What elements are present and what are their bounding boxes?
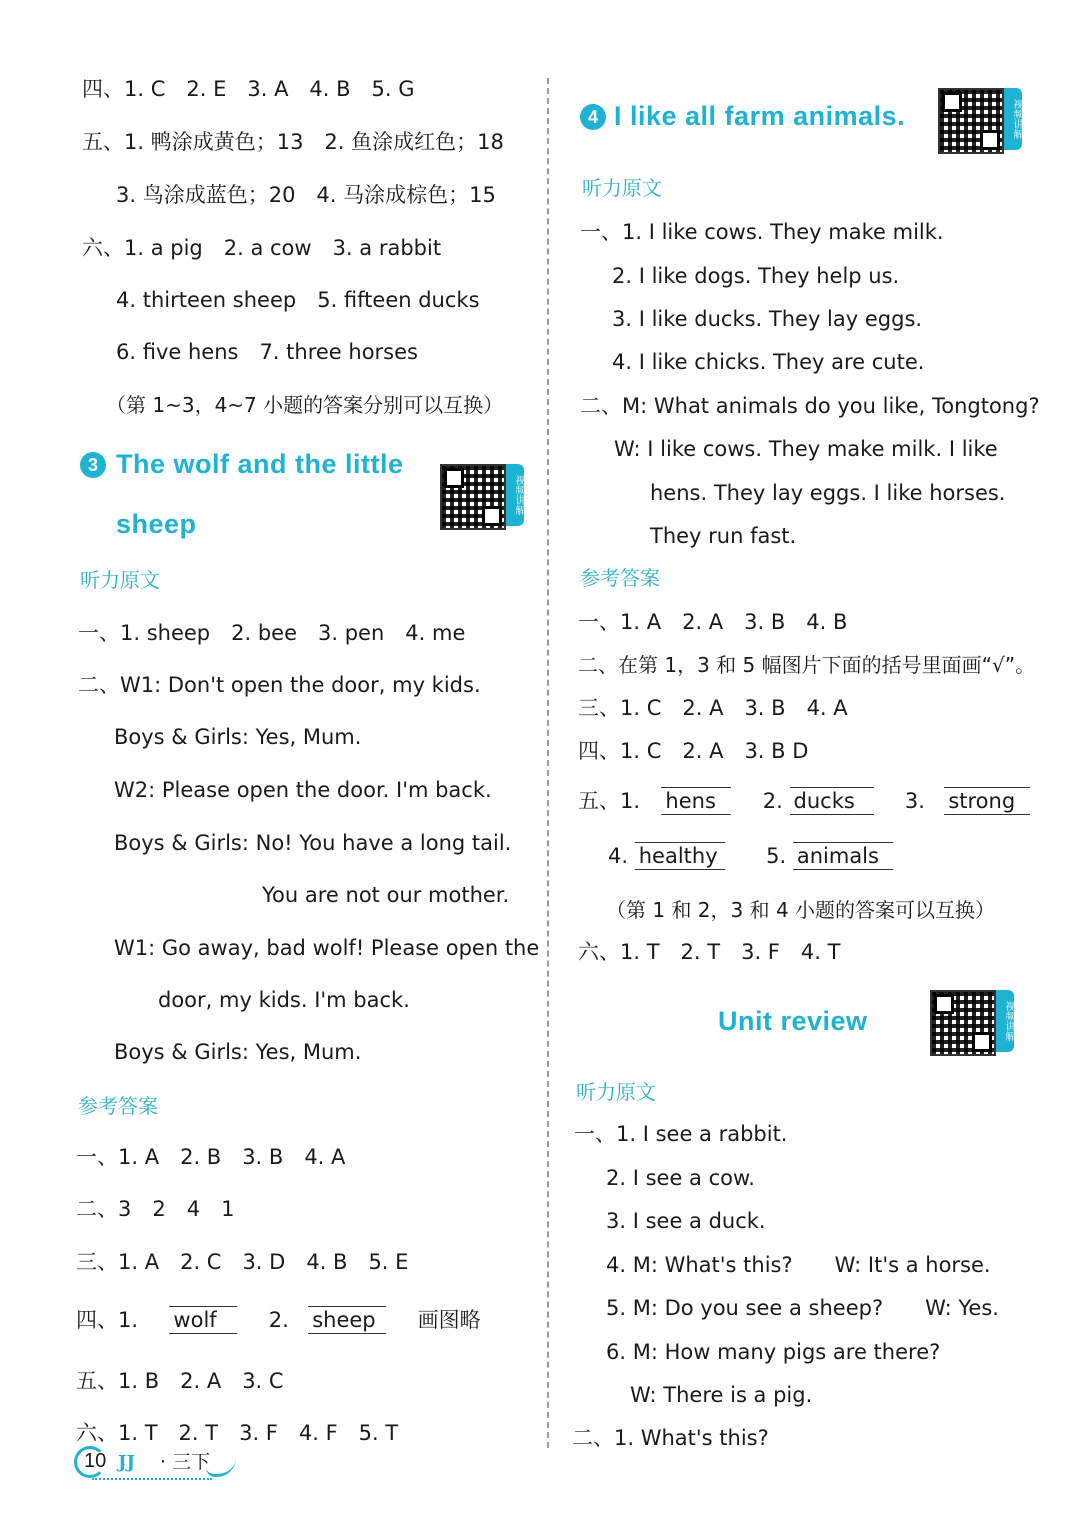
transcript-line: W2: Please open the door. I'm back. [114,778,492,802]
note-line: （第 1 和 2，3 和 4 小题的答案可以互换） [606,898,996,922]
transcript-line: Boys & Girls: Yes, Mum. [114,1040,362,1064]
lesson-title: The wolf and the little [116,449,404,479]
review-title: Unit review [718,1006,868,1036]
transcript-line: 二、W1: Don't open the door, my kids. [78,673,481,697]
transcript-line: 二、1. What's this? [572,1426,769,1450]
answer-number: 3. [904,789,925,813]
answer-prefix: 四、1. [76,1308,139,1332]
answer-line: 六、1. a pig 2. a cow 3. a rabbit [82,236,442,260]
answer-blank: sheep [308,1306,386,1334]
transcript-line: 3. I like ducks. They lay eggs. [612,307,923,331]
transcript-line: door, my kids. I'm back. [158,988,410,1012]
lesson-badge: 4 [580,104,606,130]
transcript-line: W: There is a pig. [630,1383,813,1407]
transcript-line: 一、1. sheep 2. bee 3. pen 4. me [78,621,466,645]
transcript-line: 4. I like chicks. They are cute. [612,350,925,374]
lesson-badge: 3 [80,452,106,478]
qr-code-icon[interactable] [938,88,1004,154]
answer-line: 三、1. C 2. A 3. B 4. A [578,696,848,720]
transcript-line: hens. They lay eggs. I like horses. [650,481,1006,505]
answer-blank: healthy [635,842,725,870]
footer-swoosh-icon [206,1458,236,1477]
lesson-title-continued: sheep [116,509,197,539]
transcript-line: 一、1. I see a rabbit. [574,1122,788,1146]
answer-line: 六、1. T 2. T 3. F 4. F 5. T [76,1421,399,1445]
answer-blank: wolf [169,1306,237,1334]
answer-line: 一、1. A 2. B 3. B 4. A [76,1145,346,1169]
answer-blank: animals [793,842,893,870]
answer-number: 2. [762,789,783,813]
transcript-line: Boys & Girls: No! You have a long tail. [114,831,512,855]
transcript-line: You are not our mother. [262,883,510,907]
answer-line: 四、1. C 2. A 3. B D [578,739,809,763]
transcript-line: 2. I see a cow. [606,1166,755,1190]
answer-prefix: 五、1. [578,789,641,813]
transcript-line: Boys & Girls: Yes, Mum. [114,725,362,749]
answer-line: 二、在第 1，3 和 5 幅图片下面的括号里面画“√”。 [578,653,1036,677]
answer-line: 四、1. C 2. E 3. A 4. B 5. G [82,77,415,101]
answer-line: 六、1. T 2. T 3. F 4. T [578,940,841,964]
answer-line: 五、1. 鸭涂成黄色；13 2. 鱼涂成红色；18 [82,130,504,154]
video-tag: 视频讲解 [506,464,524,526]
answer-line: 三、1. A 2. C 3. D 4. B 5. E [76,1250,409,1274]
transcript-line: They run fast. [650,524,797,548]
answer-line-blanks [578,786,1030,816]
section-label: 参考答案 [78,1094,158,1118]
note-line: （第 1~3，4~7 小题的答案分别可以互换） [106,393,504,417]
transcript-line: 3. I see a duck. [606,1209,766,1233]
transcript-line: 2. I like dogs. They help us. [612,264,900,288]
column-divider [547,78,549,1448]
qr-code-icon[interactable] [440,464,506,530]
section-label: 听力原文 [582,176,662,200]
transcript-line: 一、1. I like cows. They make milk. [580,220,944,244]
answer-number: 4. [608,844,629,868]
answer-blank: ducks [790,787,874,815]
qr-code-icon[interactable] [930,990,996,1056]
grade-label: · 三下 [160,1451,211,1473]
footer-dotted-line [92,1478,212,1480]
answer-note: 画图略 [417,1308,481,1332]
transcript-line: W1: Go away, bad wolf! Please open the [114,936,540,960]
video-tag: 视频讲解 [996,990,1014,1052]
transcript-line: 5. M: Do you see a sheep? W: Yes. [606,1296,999,1320]
answer-blank: hens [661,787,731,815]
transcript-line: 4. M: What's this? W: It's a horse. [606,1253,991,1277]
answer-number: 5. [766,844,787,868]
transcript-line: W: I like cows. They make milk. I like [614,437,998,461]
answer-blank: strong [944,787,1030,815]
answer-line: 一、1. A 2. A 3. B 4. B [578,610,848,634]
answer-line: 3. 鸟涂成蓝色；20 4. 马涂成棕色；15 [116,183,496,207]
section-label: 参考答案 [580,566,660,590]
section-label: 听力原文 [80,568,160,592]
answer-line-blanks [76,1305,481,1335]
section-label: 听力原文 [576,1080,656,1104]
edition-code: JJ [118,1452,136,1473]
lesson-title: I like all farm animals. [614,101,906,131]
answer-line: 6. five hens 7. three horses [116,340,418,364]
answer-number: 2. [268,1308,289,1332]
answer-line-blanks [608,841,893,871]
answer-line: 4. thirteen sheep 5. fifteen ducks [116,288,480,312]
transcript-line: 二、M: What animals do you like, Tongtong? [580,394,1040,418]
answer-line: 五、1. B 2. A 3. C [76,1369,284,1393]
answer-line: 二、3 2 4 1 [76,1197,235,1221]
page-number: 10 [84,1450,107,1472]
transcript-line: 6. M: How many pigs are there? [606,1340,941,1364]
video-tag: 视频讲解 [1004,88,1022,150]
